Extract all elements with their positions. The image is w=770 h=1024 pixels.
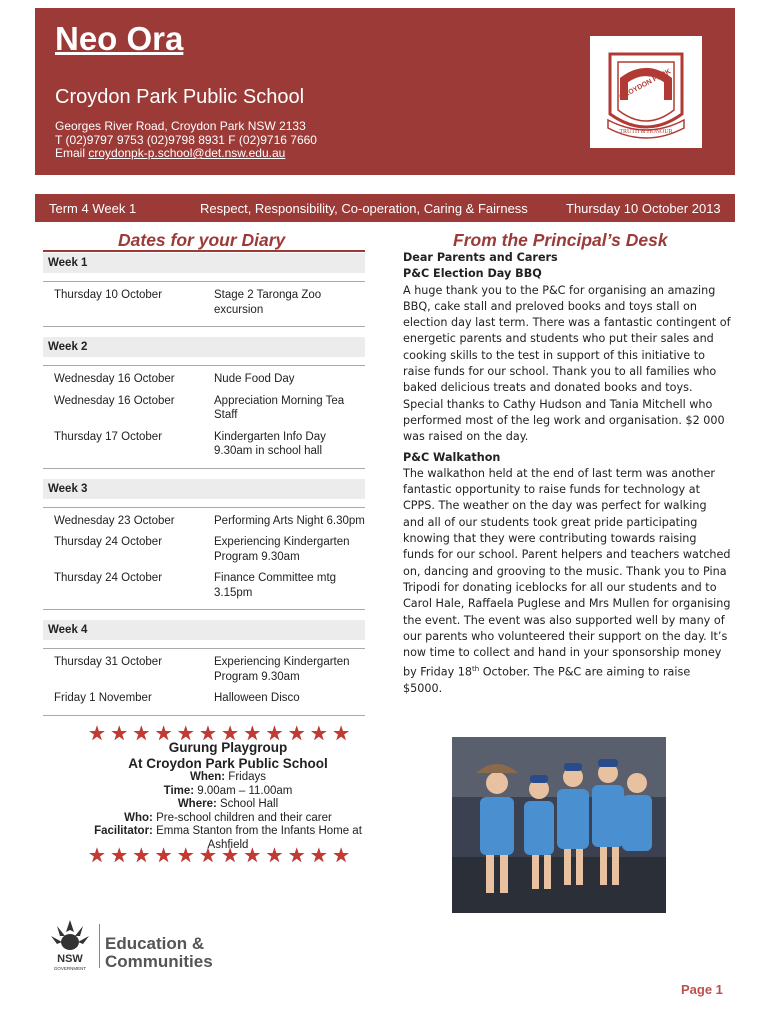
star-icon: ★ <box>132 845 151 867</box>
table-row <box>43 368 365 390</box>
table-row <box>43 651 365 687</box>
event-name: Kindergarten Info Day 9.30am in school hall <box>214 430 326 457</box>
table-row <box>43 567 365 603</box>
star-icon: ★ <box>287 723 306 745</box>
school-crest-logo <box>590 36 702 148</box>
star-icon: ★ <box>265 723 284 745</box>
playgroup-time: Time: 9.00am – 11.00am <box>163 784 293 797</box>
playgroup-facilitator: Facilitator: Emma Stanton from the Infants Home at Ashfield <box>94 825 362 851</box>
subheading-walkathon: P&C Walkathon <box>403 450 501 464</box>
star-icon: ★ <box>176 723 195 745</box>
playgroup-notice <box>43 740 413 852</box>
logo-government: GOVERNMENT <box>53 966 87 971</box>
paragraph-bbq: A huge thank you to the P&C for organising an amazing BBQ, cake stall and preloved books and toys stall on election day last term. There was a fantastic contingent of energetic parents and students who put their sales and cooking skills to the test in support of this initiative to raise funds for our school. Thank you to all families who baked delicious treats and donated books and toys. Special thanks to Cathy Hudson and Tania Mitchell who performed most of the leg work and organisation. $2 000 was raised on the day. <box>403 283 731 444</box>
event-date: Thursday 31 October <box>54 656 163 668</box>
diary-heading: Dates for your Diary <box>118 230 286 250</box>
week-label: Week 4 <box>43 620 365 640</box>
event-date: Thursday 24 October <box>54 536 163 548</box>
logo-divider <box>99 924 100 968</box>
star-icon: ★ <box>110 845 129 867</box>
waratah-icon <box>45 918 95 974</box>
star-icon: ★ <box>287 845 306 867</box>
info-bar <box>35 194 735 222</box>
table-row <box>43 284 365 320</box>
school-values: Respect, Responsibility, Co-operation, Caring & Fairness <box>200 201 528 216</box>
star-icon: ★ <box>198 723 217 745</box>
star-icon: ★ <box>176 845 195 867</box>
logo-line-2: Communities <box>105 952 213 971</box>
star-icon: ★ <box>198 845 217 867</box>
star-icon: ★ <box>332 845 350 867</box>
logo-wordmark <box>105 935 213 971</box>
star-icon: ★ <box>132 723 151 745</box>
greeting: Dear Parents and Carers <box>403 251 558 264</box>
star-icon: ★ <box>309 723 328 745</box>
star-icon: ★ <box>154 845 173 867</box>
event-date: Friday 1 November <box>54 692 152 704</box>
table-row <box>43 426 365 462</box>
star-icon: ★ <box>265 845 284 867</box>
event-name: Finance Committee mtg 3.15pm <box>214 572 337 599</box>
week-label: Week 2 <box>43 337 365 357</box>
event-date: Thursday 24 October <box>54 572 163 584</box>
week-label: Week 3 <box>43 479 365 499</box>
event-name: Performing Arts Night 6.30pm <box>214 514 365 527</box>
event-date: Wednesday 23 October <box>54 514 175 527</box>
week-events <box>43 507 365 611</box>
subheading-bbq: P&C Election Day BBQ <box>403 267 542 281</box>
playgroup-subtitle: At Croydon Park Public School <box>128 755 328 771</box>
star-icon: ★ <box>243 845 262 867</box>
playgroup-who: Who: Pre-school children and their carer <box>124 811 332 824</box>
newsletter-title: Neo Ora <box>55 20 184 57</box>
table-row <box>43 687 365 709</box>
event-date: Thursday 10 October <box>54 289 163 301</box>
star-icon: ★ <box>110 723 129 745</box>
walkathon-photo <box>452 737 666 913</box>
week-events <box>43 648 365 716</box>
crest-icon <box>590 36 702 148</box>
event-date: Thursday 17 October <box>54 430 163 443</box>
event-date: Wednesday 16 October <box>54 394 175 407</box>
school-email-line <box>55 147 317 161</box>
paragraph-walkathon: The walkathon held at the end of last term was another fantastic opportunity to raise funds for technology at CPPS. The weather on the day was perfect for walking and all of our students took great pride participating knowing that they were contributing towards raising funds for our school. Parent helpers and teachers watched on, dancing and grooving to the music. Thank you to Pina Tripodi for donating iceblocks for all our students and to Carol Hale, Raffaela Puglese and Mrs Mullen for organising the event. The event was also supported well by many of our parents who volunteered their support on the day. It’s now time to collect and hand in your sponsorship money by Friday 18th October. The P&C are aiming to raise $5000. <box>403 466 731 696</box>
playgroup-when: When: Fridays <box>189 771 267 783</box>
event-name: Appreciation Morning Tea Staff <box>214 394 345 421</box>
principal-heading: From the Principal’s Desk <box>453 230 668 250</box>
term-week: Term 4 Week 1 <box>49 201 137 216</box>
star-icon: ★ <box>88 845 106 867</box>
star-icon: ★ <box>221 845 240 867</box>
table-row <box>43 390 365 426</box>
event-name: Stage 2 Taronga Zoo excursion <box>214 289 322 316</box>
playgroup-title: Gurung Playgroup <box>168 740 288 755</box>
school-contact <box>55 120 317 161</box>
email-link[interactable]: croydonpk-p.school@det.nsw.edu.au <box>88 146 286 160</box>
star-border-bottom <box>88 846 350 866</box>
star-icon: ★ <box>88 723 106 745</box>
masthead <box>35 8 735 175</box>
school-phone: T (02)9797 9753 (02)9798 8931 F (02)9716 7660 <box>55 132 317 147</box>
table-row <box>43 531 365 567</box>
table-row <box>43 510 365 532</box>
page-number: Page 1 <box>681 982 723 997</box>
issue-date: Thursday 10 October 2013 <box>566 201 721 216</box>
star-icon: ★ <box>154 723 173 745</box>
week-label: Week 1 <box>43 253 365 273</box>
diary-divider <box>43 250 365 252</box>
event-name: Halloween Disco <box>214 692 300 704</box>
school-address: Georges River Road, Croydon Park NSW 2133 <box>55 119 306 133</box>
event-name: Experiencing Kindergarten Program 9.30am <box>214 536 350 563</box>
event-name: Nude Food Day <box>214 373 295 385</box>
star-icon: ★ <box>332 723 350 745</box>
crest-text-top: CROYDON PARK <box>618 68 673 102</box>
week-events <box>43 281 365 327</box>
diary-table <box>43 253 365 726</box>
logo-nsw: NSW <box>57 953 83 965</box>
star-icon: ★ <box>221 723 240 745</box>
playgroup-where: Where: School Hall <box>177 798 279 810</box>
logo-line-1: Education & <box>105 934 205 953</box>
email-label: Email <box>55 146 89 160</box>
crest-text-bottom: TRUTH & HONOUR <box>619 129 673 135</box>
star-icon: ★ <box>309 845 328 867</box>
star-icon: ★ <box>243 723 262 745</box>
event-date: Wednesday 16 October <box>54 373 175 385</box>
principal-article <box>403 250 731 698</box>
week-events <box>43 365 365 469</box>
event-name: Experiencing Kindergarten Program 9.30am <box>214 656 350 683</box>
school-name: Croydon Park Public School <box>55 86 305 108</box>
